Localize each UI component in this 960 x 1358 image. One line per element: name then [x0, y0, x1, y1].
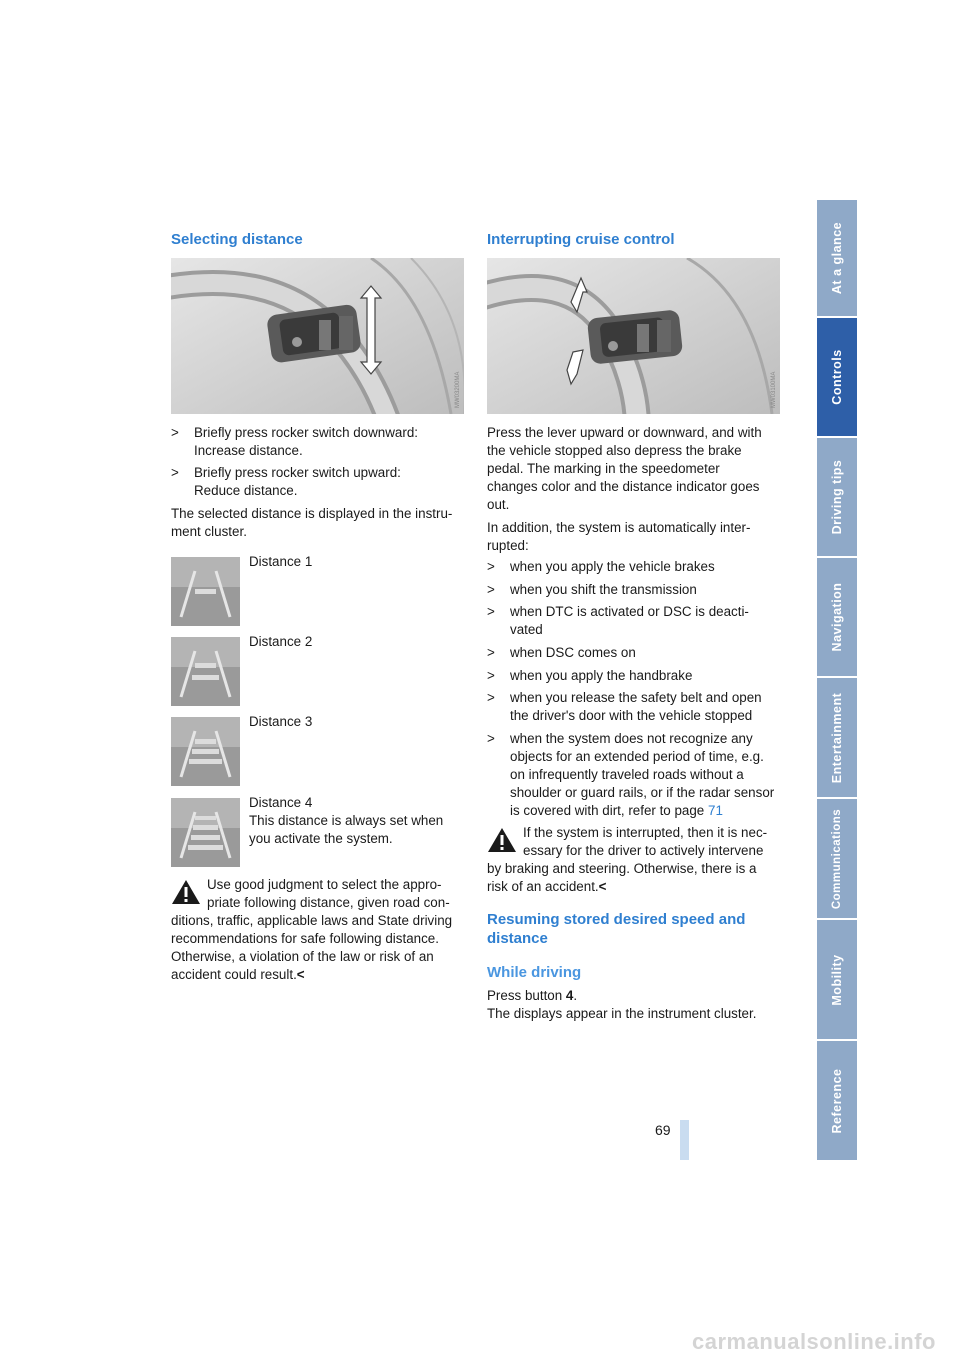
bullet-line: when you apply the vehicle brakes: [510, 559, 715, 574]
distance-4-note-1: This distance is always set when: [249, 813, 444, 828]
distance-1-image: [171, 557, 240, 626]
image-code-left: MW03200MA: [455, 371, 461, 408]
warning-last-line: [171, 966, 305, 984]
tab-label: Mobility: [830, 953, 844, 1006]
bullet-transmission: [487, 581, 787, 599]
press-suffix: .: [573, 988, 578, 1003]
bullet-line: when you release the safety belt and open: [510, 690, 762, 705]
distance-4-label: Distance 4: [249, 795, 313, 810]
addition-line: rupted:: [487, 538, 529, 553]
tab-label: Entertainment: [830, 692, 844, 783]
tab-label: At a glance: [830, 221, 844, 295]
bullet-line: the driver's door with the vehicle stopped: [510, 708, 753, 723]
tab-mobility[interactable]: [817, 918, 857, 1039]
bullet-line: shoulder or guard rails, or if the radar sensor: [510, 785, 775, 800]
press-prefix: Press button: [487, 988, 566, 1003]
tab-driving-tips[interactable]: [817, 436, 857, 556]
page-number: 69: [655, 1122, 671, 1138]
distance-4-image: [171, 798, 240, 867]
bullet-safety-belt: [487, 689, 787, 725]
bullet-line: is covered with dirt, refer to page: [510, 803, 705, 818]
distance-4-note-2: you activate the system.: [249, 831, 393, 846]
bullet-reduce-distance: [171, 464, 471, 502]
bullet-line: on infrequently traveled roads without a: [510, 767, 744, 782]
intro-line: the vehicle stopped also depress the brake: [487, 443, 742, 458]
distance-2-label: Distance 2: [249, 634, 313, 649]
page-marker-bar: [680, 1120, 689, 1160]
addition-line: In addition, the system is automatically inter-: [487, 520, 751, 535]
intro-line: pedal. The marking in the speedometer: [487, 461, 720, 476]
bullet-mark: >: [487, 604, 495, 619]
bullet-line: Briefly press rocker switch upward:: [194, 465, 401, 480]
press-button-line: [487, 987, 577, 1005]
warning-icon: [487, 827, 517, 853]
bullet-line: when DSC comes on: [510, 645, 636, 660]
heading-resuming-2: distance: [487, 930, 548, 947]
bullet-line: Reduce distance.: [194, 483, 298, 498]
bullet-handbrake: [487, 667, 787, 685]
bullet-mark: >: [487, 645, 495, 660]
bullet-no-objects: [487, 730, 797, 820]
warning-line: risk of an accident.: [487, 879, 599, 894]
intro-line: Press the lever upward or downward, and with: [487, 425, 762, 440]
distance-2-image: [171, 637, 240, 706]
bullet-dsc: [487, 644, 787, 662]
bullet-dtc: [487, 603, 787, 639]
bullet-brakes: [487, 558, 787, 576]
heading-while-driving: While driving: [487, 964, 582, 981]
end-mark: <: [296, 967, 305, 982]
bullet-line: vated: [510, 622, 543, 637]
footer-strip: [0, 1323, 960, 1358]
tab-label: Controls: [830, 349, 844, 405]
tab-at-a-glance[interactable]: [817, 198, 857, 316]
warning-line: Otherwise, a violation of the law or risk of an: [171, 949, 434, 964]
distance-1-label: Distance 1: [249, 554, 313, 569]
bullet-line: when you apply the handbrake: [510, 668, 693, 683]
distance-3-image: [171, 717, 240, 786]
bullet-mark: >: [487, 668, 495, 683]
tab-label: Navigation: [830, 582, 844, 652]
bullet-line: objects for an extended period of time, e.g.: [510, 749, 764, 764]
warning-last-line: [487, 878, 606, 896]
warning-icon: [171, 879, 201, 905]
watermark-text: carmanualsonline.info: [692, 1329, 936, 1354]
bullet-mark: >: [171, 425, 179, 440]
tab-entertainment[interactable]: [817, 676, 857, 797]
end-mark: <: [598, 879, 607, 894]
bullet-line: Briefly press rocker switch downward:: [194, 425, 418, 440]
warning-line: ditions, traffic, applicable laws and State driving: [171, 913, 453, 928]
bullet-line: Increase distance.: [194, 443, 303, 458]
button-number: 4: [565, 988, 574, 1003]
bullet-mark: >: [171, 465, 179, 480]
distance-3-label: Distance 3: [249, 714, 313, 729]
bullet-mark: >: [487, 731, 495, 746]
tab-label: Driving tips: [830, 459, 844, 535]
intro-line: out.: [487, 497, 510, 512]
bullet-mark: >: [487, 690, 495, 705]
heading-selecting-distance: Selecting distance: [171, 231, 303, 248]
page-ref-link[interactable]: 71: [708, 803, 723, 818]
image-code-right: MW03100MA: [771, 371, 777, 408]
warning-line: Use good judgment to select the appro-: [207, 877, 442, 892]
warning-line: priate following distance, given road con-: [207, 895, 450, 910]
distance-display-note-2: ment cluster.: [171, 524, 247, 539]
bullet-line: when the system does not recognize any: [510, 731, 753, 746]
warning-line: essary for the driver to actively intervene: [523, 843, 764, 858]
warning-line: recommendations for safe following distance.: [171, 931, 439, 946]
bullet-line: when DTC is activated or DSC is deacti-: [510, 604, 749, 619]
warning-line: by braking and steering. Otherwise, there is a: [487, 861, 757, 876]
tab-controls[interactable]: [817, 316, 857, 436]
tab-reference[interactable]: [817, 1039, 857, 1160]
tab-label: Communications: [831, 808, 843, 909]
rocker-switch-photo: [171, 258, 464, 414]
heading-interrupting-cruise-control: Interrupting cruise control: [487, 231, 675, 248]
bullet-mark: >: [487, 582, 495, 597]
intro-line: changes color and the distance indicator goes: [487, 479, 760, 494]
distance-display-note-1: The selected distance is displayed in the instru-: [171, 506, 453, 521]
warning-line: accident could result.: [171, 967, 297, 982]
heading-resuming-1: Resuming stored desired speed and: [487, 911, 746, 928]
tab-label: Reference: [830, 1068, 844, 1133]
bullet-increase-distance: [171, 424, 471, 462]
bullet-line-last: [510, 802, 723, 820]
bullet-line: when you shift the transmission: [510, 582, 697, 597]
bullet-mark: >: [487, 559, 495, 574]
lever-photo: [487, 258, 780, 414]
displays-line: The displays appear in the instrument cluster.: [487, 1006, 757, 1021]
tab-communications[interactable]: [817, 797, 857, 918]
tab-navigation[interactable]: [817, 556, 857, 676]
warning-line: If the system is interrupted, then it is nec-: [523, 825, 768, 840]
